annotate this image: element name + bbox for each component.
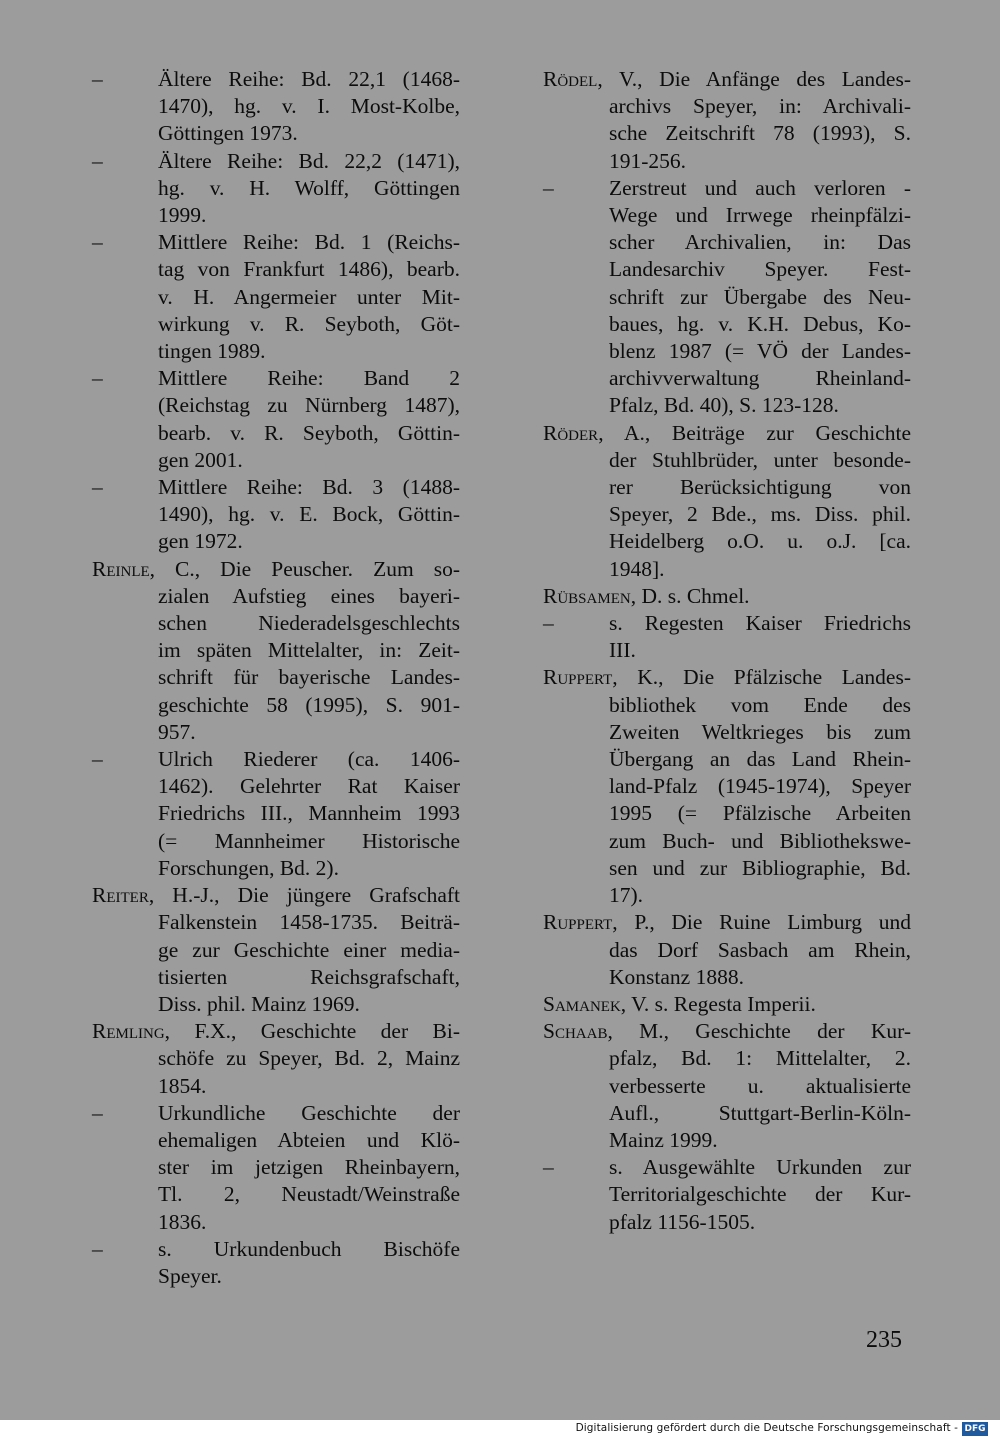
entry-dash: – — [543, 611, 554, 636]
entry-line — [543, 828, 911, 855]
entry-line — [543, 311, 911, 338]
entry-line — [92, 773, 460, 800]
line-text: 957. — [158, 719, 196, 744]
line-text: III. — [609, 638, 636, 663]
author-name: Ruppert — [543, 910, 613, 935]
bibliography-entry — [543, 664, 911, 909]
author-name: Samanek — [543, 991, 621, 1016]
line-text: 1836. — [158, 1209, 207, 1234]
line-text: hg. v. H. Wolff, Göttingen — [158, 175, 460, 200]
line-text: Speyer, 2 Bde., ms. Diss. phil. — [609, 502, 911, 527]
entry-line — [543, 338, 911, 365]
sub-entry — [543, 610, 911, 664]
line-text: , C., Die Peuscher. Zum so- — [149, 556, 460, 581]
sub-entry — [92, 66, 460, 148]
line-text: tisierten Reichsgrafschaft, — [158, 964, 460, 989]
line-text: Tl. 2, Neustadt/Weinstraße — [158, 1182, 460, 1207]
line-text: im späten Mittelalter, in: Zeit- — [158, 638, 460, 663]
line-text: 1948]. — [609, 556, 665, 581]
entry-line — [543, 1209, 911, 1236]
line-text: 1490), hg. v. E. Bock, Göttin- — [158, 502, 460, 527]
line-text: Territorialgeschichte der Kur- — [609, 1182, 911, 1207]
entry-line — [92, 1127, 460, 1154]
line-text: , H.-J., Die jüngere Grafschaft — [148, 883, 460, 908]
line-text: gen 2001. — [158, 447, 243, 472]
line-text: Mittlere Reihe: Bd. 1 (Reichs- — [158, 230, 460, 255]
line-text: 1854. — [158, 1073, 207, 1098]
entry-line — [92, 692, 460, 719]
entry-line — [92, 256, 460, 283]
entry-line — [543, 447, 911, 474]
entry-line — [92, 583, 460, 610]
entry-line — [543, 964, 911, 991]
line-text: , A., Beiträge zur Geschichte — [598, 420, 911, 445]
line-text: tingen 1989. — [158, 339, 266, 364]
dfg-logo: DFG — [962, 1422, 988, 1436]
line-text: schen Niederadelsgeschlechts — [158, 611, 460, 636]
line-text: sen und zur Bibliographie, Bd. — [609, 855, 911, 880]
line-text: rer Berücksichtigung von — [609, 475, 911, 500]
bibliography-entry — [92, 1018, 460, 1100]
line-text: land-Pfalz (1945-1974), Speyer — [609, 774, 911, 799]
line-text: , F.X., Geschichte der Bi- — [164, 1019, 460, 1044]
entry-line — [92, 474, 460, 501]
line-text: bearb. v. R. Seyboth, Göttin- — [158, 420, 460, 445]
entry-dash: – — [92, 747, 103, 772]
entry-line — [543, 365, 911, 392]
entry-line — [543, 991, 911, 1018]
line-text: tag von Frankfurt 1486), bearb. — [158, 257, 460, 282]
line-text: Ältere Reihe: Bd. 22,1 (1468- — [158, 67, 460, 91]
entry-line — [543, 229, 911, 256]
entry-line — [543, 120, 911, 147]
entry-line — [543, 1018, 911, 1045]
line-text: Zweiten Weltkrieges bis zum — [609, 719, 911, 744]
line-text: zialen Aufstieg eines bayeri- — [158, 583, 460, 608]
entry-dash: – — [92, 475, 103, 500]
bibliography-entry — [543, 420, 911, 583]
line-text: archivverwaltung Rheinland- — [609, 366, 911, 391]
line-text: blenz 1987 (= VÖ der Landes- — [609, 339, 911, 364]
entry-line — [92, 610, 460, 637]
entry-line — [543, 202, 911, 229]
line-text: , P., Die Ruine Limburg und — [612, 910, 911, 935]
entry-line — [543, 583, 911, 610]
entry-line — [92, 556, 460, 583]
line-text: wirkung v. R. Seyboth, Göt- — [158, 311, 460, 336]
author-name: Reinle — [92, 556, 150, 581]
line-text: zum Buch- und Bibliothekswe- — [609, 828, 911, 853]
line-text: pfalz, Bd. 1: Mittelalter, 2. — [609, 1046, 911, 1071]
line-text: Forschungen, Bd. 2). — [158, 855, 339, 880]
sub-entry — [92, 148, 460, 230]
line-text: , D. s. Chmel. — [630, 583, 750, 608]
bibliography-entry — [92, 882, 460, 1018]
line-text: Urkundliche Geschichte der — [158, 1100, 460, 1125]
line-text: , M., Geschichte der Kur- — [607, 1019, 911, 1044]
entry-line — [543, 664, 911, 691]
entry-line — [543, 1045, 911, 1072]
entry-line — [92, 528, 460, 555]
entry-dash: – — [543, 175, 554, 200]
line-text: baues, hg. v. K.H. Debus, Ko- — [609, 311, 911, 336]
sub-entry — [543, 175, 911, 420]
author-name: Rödel — [543, 67, 598, 91]
entry-line — [543, 692, 911, 719]
line-text: Ulrich Riederer (ca. 1406- — [158, 747, 460, 772]
entry-line — [92, 1045, 460, 1072]
entry-line — [543, 746, 911, 773]
footer-credit-text: Digitalisierung gefördert durch die Deutsche Forschungsgemeinschaft - — [575, 1422, 958, 1434]
entry-line — [92, 1236, 460, 1263]
bibliography-entry — [543, 991, 911, 1018]
line-text: schrift für bayerische Landes- — [158, 665, 460, 690]
line-text: verbesserte u. aktualisierte — [609, 1073, 911, 1098]
line-text: v. H. Angermeier unter Mit- — [158, 284, 460, 309]
author-name: Remling — [92, 1019, 165, 1044]
entry-line — [92, 1018, 460, 1045]
entry-line — [543, 284, 911, 311]
line-text: ge zur Geschichte einer media- — [158, 937, 460, 962]
entry-line — [543, 882, 911, 909]
author-name: Schaab — [543, 1019, 608, 1044]
line-text: Falkenstein 1458-1735. Beiträ- — [158, 910, 460, 935]
entry-line — [543, 256, 911, 283]
line-text: s. Urkundenbuch Bischöfe — [158, 1236, 460, 1261]
entry-line — [92, 719, 460, 746]
entry-line — [92, 202, 460, 229]
entry-line — [92, 800, 460, 827]
line-text: ehemaligen Abteien und Klö- — [158, 1127, 460, 1152]
line-text: , V. s. Regesta Imperii. — [620, 991, 816, 1016]
line-text: sche Zeitschrift 78 (1993), S. — [609, 121, 911, 146]
line-text: ster im jetzigen Rheinbayern, — [158, 1155, 460, 1180]
entry-line — [543, 148, 911, 175]
entry-dash: – — [543, 1155, 554, 1180]
footer-bar — [0, 1420, 1000, 1439]
line-text: 191-256. — [609, 148, 687, 173]
line-text: Diss. phil. Mainz 1969. — [158, 991, 360, 1016]
line-text: , V., Die Anfänge des Landes- — [597, 67, 911, 91]
entry-line — [92, 664, 460, 691]
line-text: (= Mannheimer Historische — [158, 828, 460, 853]
entry-line — [92, 637, 460, 664]
sub-entry — [92, 746, 460, 882]
entry-line — [92, 1154, 460, 1181]
author-name: Röder — [543, 420, 599, 445]
entry-line — [543, 66, 911, 93]
line-text: , K., Die Pfälzische Landes- — [612, 665, 911, 690]
line-text: geschichte 58 (1995), S. 901- — [158, 692, 460, 717]
line-text: Mittlere Reihe: Band 2 — [158, 366, 460, 391]
line-text: bibliothek vom Ende des — [609, 692, 911, 717]
entry-line — [92, 1209, 460, 1236]
entry-line — [543, 420, 911, 447]
entry-line — [543, 175, 911, 202]
right-column — [543, 66, 911, 1236]
entry-line — [92, 746, 460, 773]
line-text: Zerstreut und auch verloren - — [609, 175, 911, 200]
line-text: Göttingen 1973. — [158, 121, 298, 146]
entry-line — [543, 1127, 911, 1154]
entry-dash: – — [92, 230, 103, 255]
entry-line — [92, 1100, 460, 1127]
entry-dash: – — [92, 148, 103, 173]
entry-line — [92, 855, 460, 882]
entry-line — [92, 882, 460, 909]
entry-line — [92, 284, 460, 311]
line-text: archivs Speyer, in: Archivali- — [609, 94, 911, 119]
line-text: der Stuhlbrüder, unter besonde- — [609, 447, 911, 472]
line-text: Wege und Irrwege rheinpfälzi- — [609, 203, 911, 228]
entry-line — [543, 1073, 911, 1100]
line-text: 1470), hg. v. I. Most-Kolbe, — [158, 94, 460, 119]
entry-line — [543, 773, 911, 800]
line-text: pfalz 1156-1505. — [609, 1209, 756, 1234]
entry-line — [543, 719, 911, 746]
entry-dash: – — [92, 366, 103, 391]
sub-entry — [543, 1154, 911, 1236]
line-text: (Reichstag zu Nürnberg 1487), — [158, 393, 460, 418]
entry-line — [543, 1100, 911, 1127]
entry-line — [543, 556, 911, 583]
entry-line — [92, 66, 460, 93]
entry-dash: – — [92, 1236, 103, 1261]
line-text: Heidelberg o.O. u. o.J. [ca. — [609, 529, 911, 554]
line-text: das Dorf Sasbach am Rhein, — [609, 937, 911, 962]
entry-line — [543, 610, 911, 637]
entry-line — [543, 528, 911, 555]
sub-entry — [92, 229, 460, 365]
entry-line — [92, 1263, 460, 1290]
line-text: s. Ausgewählte Urkunden zur — [609, 1155, 911, 1180]
line-text: Ältere Reihe: Bd. 22,2 (1471), — [158, 148, 460, 173]
sub-entry — [92, 474, 460, 556]
entry-line — [92, 175, 460, 202]
entry-line — [92, 447, 460, 474]
page-number: 235 — [866, 1327, 902, 1353]
line-text: Übergang an das Land Rhein- — [609, 747, 911, 772]
bibliography-entry — [543, 1018, 911, 1154]
entry-line — [543, 501, 911, 528]
entry-line — [92, 991, 460, 1018]
line-text: scher Archivalien, in: Das — [609, 230, 911, 255]
entry-line — [92, 392, 460, 419]
entry-line — [92, 148, 460, 175]
line-text: 1999. — [158, 203, 207, 228]
entry-line — [92, 909, 460, 936]
author-name: Rübsamen — [543, 583, 631, 608]
sub-entry — [92, 365, 460, 474]
line-text: Mittlere Reihe: Bd. 3 (1488- — [158, 475, 460, 500]
line-text: Mainz 1999. — [609, 1127, 718, 1152]
author-name: Reiter — [92, 883, 149, 908]
line-text: Pfalz, Bd. 40), S. 123-128. — [609, 393, 839, 418]
entry-line — [92, 1181, 460, 1208]
entry-line — [92, 1073, 460, 1100]
entry-line — [543, 800, 911, 827]
entry-line — [92, 120, 460, 147]
entry-line — [543, 1181, 911, 1208]
entry-line — [543, 637, 911, 664]
line-text: 17). — [609, 883, 644, 908]
entry-line — [92, 828, 460, 855]
entry-line — [92, 93, 460, 120]
line-text: gen 1972. — [158, 529, 243, 554]
entry-line — [92, 937, 460, 964]
line-text: schrift zur Übergabe des Neu- — [609, 284, 911, 309]
author-name: Ruppert — [543, 665, 613, 690]
line-text: Aufl., Stuttgart-Berlin-Köln- — [609, 1100, 911, 1125]
line-text: Friedrichs III., Mannheim 1993 — [158, 801, 460, 826]
sub-entry — [92, 1100, 460, 1236]
line-text: s. Regesten Kaiser Friedrichs — [609, 611, 911, 636]
left-column — [92, 66, 460, 1290]
entry-line — [92, 420, 460, 447]
entry-line — [92, 964, 460, 991]
entry-line — [92, 229, 460, 256]
bibliography-entry — [543, 66, 911, 175]
bibliography-entry — [543, 583, 911, 610]
entry-line — [543, 1154, 911, 1181]
line-text: 1995 (= Pfälzische Arbeiten — [609, 801, 911, 826]
entry-line — [543, 392, 911, 419]
entry-line — [92, 311, 460, 338]
line-text: Konstanz 1888. — [609, 964, 744, 989]
entry-line — [543, 93, 911, 120]
entry-dash: – — [92, 1100, 103, 1125]
entry-line — [543, 937, 911, 964]
bibliography-entry — [92, 556, 460, 746]
line-text: 1462). Gelehrter Rat Kaiser — [158, 774, 460, 799]
entry-line — [92, 338, 460, 365]
line-text: Speyer. — [158, 1263, 222, 1288]
bibliography-entry — [543, 909, 911, 991]
entry-line — [543, 909, 911, 936]
entry-line — [92, 365, 460, 392]
line-text: schöfe zu Speyer, Bd. 2, Mainz — [158, 1046, 460, 1071]
entry-line — [543, 855, 911, 882]
entry-line — [92, 501, 460, 528]
entry-line — [543, 474, 911, 501]
sub-entry — [92, 1236, 460, 1290]
line-text: Landesarchiv Speyer. Fest- — [609, 257, 911, 282]
entry-dash: – — [92, 67, 103, 91]
